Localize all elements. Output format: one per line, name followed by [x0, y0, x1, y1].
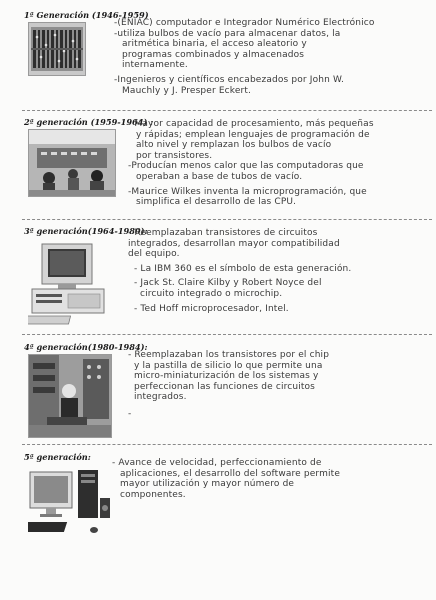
note-line: - Ted Hoff microprocesador, Intel. — [134, 303, 289, 314]
note-line: internamente. — [122, 60, 188, 71]
transistor-era-photo — [28, 129, 116, 197]
microchip-era-photo — [28, 354, 112, 438]
generation-5-section — [24, 452, 432, 542]
note-line: alto nivel y remplazan los bulbos de vacío — [136, 140, 332, 151]
note-line: -Producían menos calor que las computadoras que — [128, 161, 364, 172]
note-line: mayor utilización y mayor número de — [120, 479, 295, 490]
note-line: perfeccionan las funciones de circuitos — [134, 381, 316, 392]
generation-4-notes — [128, 350, 329, 420]
note-line: y la pastilla de silicio lo que permite una — [134, 360, 323, 371]
generation-1-notes — [114, 18, 375, 96]
generation-2-heading: 2ª generación (1959-1964) : — [24, 117, 154, 127]
ibm-360-photo — [28, 238, 108, 326]
note-line: - — [128, 408, 132, 419]
note-line: aplicaciones, el desarrollo del software permite — [120, 468, 341, 479]
note-line: operaban a base de tubos de vacío. — [136, 171, 303, 182]
note-line: -Maurice Wilkes inventa la microprogramación, que — [128, 186, 367, 197]
section-divider — [22, 334, 432, 335]
note-line: - La IBM 360 es el símbolo de esta generación. — [134, 263, 352, 274]
generation-3-heading: 3ª generación(1964-1980): — [24, 226, 148, 236]
note-line: -utiliza bulbos de vacío para almacenar datos, la — [114, 28, 341, 39]
note-line: -Ingenieros y científicos encabezados por John W. — [114, 74, 344, 85]
note-line: simplifica el desarrollo de las CPU. — [136, 197, 297, 208]
note-line: aritmética binaria, el acceso aleatorio y — [122, 39, 307, 50]
note-line: Mauchly y J. Presper Eckert. — [122, 85, 252, 96]
generation-3-section — [24, 226, 432, 332]
modern-pc-photo — [28, 464, 112, 538]
note-line: integrados, desarrollan mayor compatibilidad — [128, 238, 340, 249]
note-line: - Mayor capacidad de procesamiento, más pequeñas — [128, 119, 374, 129]
note-line: circuito integrado o microchip. — [140, 288, 283, 299]
note-line: componentes. — [120, 489, 186, 500]
generation-4-heading: 4ª generación(1980-1984): — [24, 342, 148, 352]
generation-1-heading: 1ª Generación (1946-1959) — [24, 10, 149, 20]
generation-5-notes — [112, 458, 340, 500]
section-divider — [22, 219, 432, 220]
generation-5-heading: 5ª generación: — [24, 452, 91, 462]
note-line: integrados. — [134, 392, 187, 403]
note-line: programas combinados y almacenados — [122, 49, 305, 60]
generation-2-notes — [128, 119, 374, 208]
note-line: - Reemplazaban los transistores por el chip — [128, 350, 330, 360]
note-line: - Reemplazaban transistores de circuitos — [128, 228, 318, 238]
section-divider — [22, 444, 432, 445]
generation-4-section — [24, 342, 432, 442]
eniac-photo — [28, 22, 86, 76]
note-line: micro-miniaturización de los sistemas y — [134, 371, 319, 382]
note-line: por transistores. — [136, 150, 213, 161]
note-line: y rápidas; emplean lenguajes de programación de — [136, 129, 370, 140]
note-line: - Jack St. Claire Kilby y Robert Noyce del — [134, 278, 322, 289]
note-line: - Avance de velocidad, perfeccionamiento de — [112, 458, 322, 468]
generation-2-section — [24, 117, 432, 217]
generation-1-section — [24, 10, 432, 108]
section-divider — [22, 110, 432, 111]
note-line: -(ENIAC) computador e Integrador Numérico Electrónico — [114, 18, 375, 28]
note-line: del equipo. — [128, 249, 180, 260]
generation-3-notes — [128, 228, 351, 314]
